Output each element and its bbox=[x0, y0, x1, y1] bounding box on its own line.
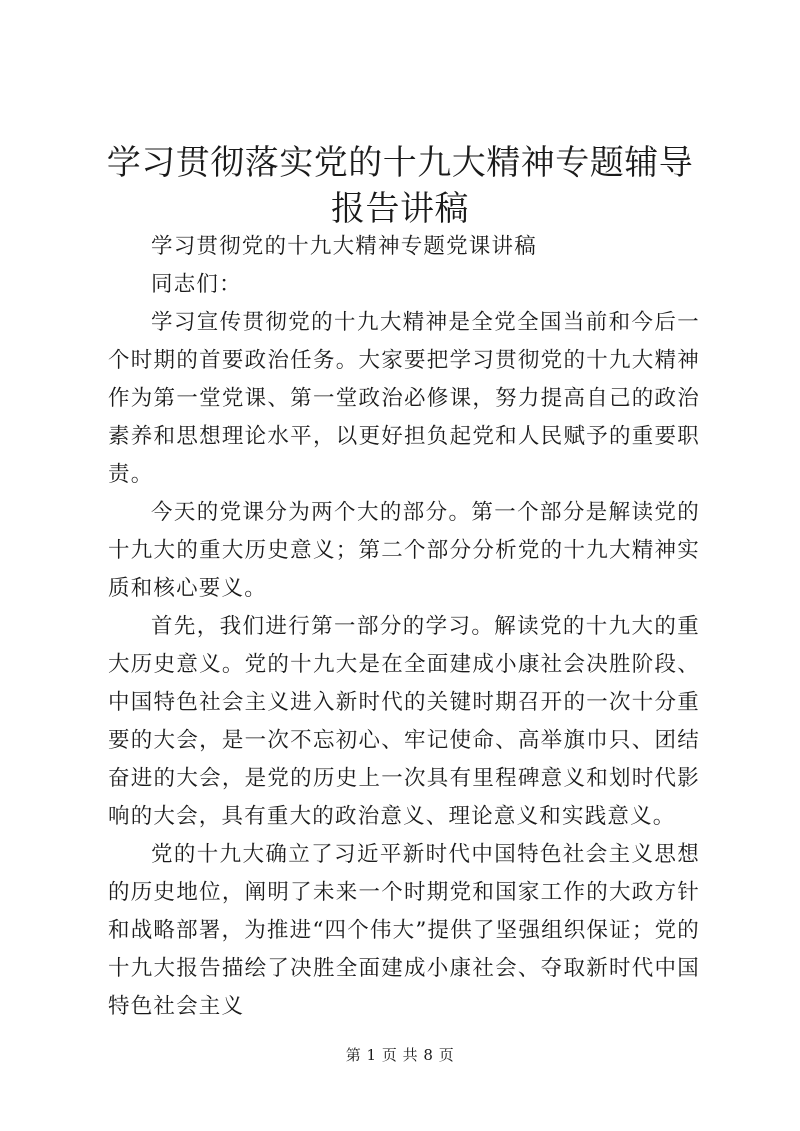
subtitle-paragraph: 学习贯彻党的十九大精神专题党课讲稿 bbox=[151, 234, 537, 259]
document-body bbox=[108, 228, 700, 1026]
page-number-footer: 第 1 页 共 8 页 bbox=[345, 1046, 455, 1064]
body-paragraph: 学习宣传贯彻党的十九大精神是全党全国当前和今后一个时期的首要政治任务。大家要把学习贯彻党的十九大精神作为第一堂党课、第一堂政治必修课，努力提高自己的政治素养和思想理论水平，以更好担负起党和人民赋予的重要职责。 bbox=[108, 310, 700, 487]
body-paragraph: 今天的党课分为两个大的部分。第一个部分是解读党的十九大的重大历史意义；第二个部分分析党的十九大精神实质和核心要义。 bbox=[108, 500, 700, 601]
body-paragraph: 首先，我们进行第一部分的学习。解读党的十九大的重大历史意义。党的十九大是在全面建成小康社会决胜阶段、中国特色社会主义进入新时代的关键时期召开的一次十分重要的大会，是一次不忘初心、牢记使命、高举旗巾只、团结奋进的大会，是党的历史上一次具有里程碑意义和划时代影响的大会，具有重大的政治意义、理论意义和实践意义。 bbox=[108, 614, 700, 829]
salutation-paragraph: 同志们： bbox=[151, 272, 242, 297]
body-paragraph: 党的十九大确立了习近平新时代中国特色社会主义思想的历史地位，阐明了未来一个时期党和国家工作的大政方针和战略部署，为推进“四个伟大”提供了坚强组织保证；党的十九大报告描绘了决胜全面建成小康社会、夺取新时代中国特色社会主义 bbox=[108, 842, 700, 1019]
document-title: 学习贯彻落实党的十九大精神专题辅导报告讲稿 bbox=[106, 143, 694, 229]
